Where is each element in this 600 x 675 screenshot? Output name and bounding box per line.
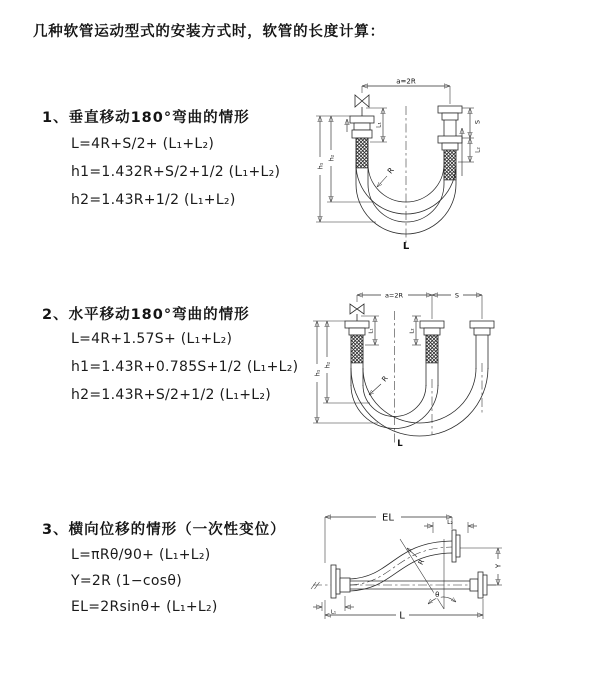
- section-1-formula-h2: h2=1.43R+1/2 (L₁+L₂): [71, 192, 236, 208]
- section-3-formula-el: EL=2Rsinθ+ (L₁+L₂): [71, 599, 218, 615]
- d3-dim-label-el: EL: [382, 512, 394, 524]
- braided-hose-left: [356, 138, 368, 168]
- d1-dim-label-l2: L₂: [474, 147, 482, 153]
- braided-hose-right: [444, 150, 456, 180]
- d2-radius-label: R: [380, 374, 390, 384]
- section-3-formula-y: Y=2R (1−cosθ): [71, 573, 182, 589]
- d1-dim-label-h1: h₁: [316, 162, 325, 170]
- d3-dim-label-l1: L₁: [330, 609, 337, 616]
- section-2-formula-l: L=4R+1.57S+ (L₁+L₂): [71, 331, 233, 347]
- d2-length-label: L: [397, 439, 403, 449]
- d3-drawing: [311, 511, 503, 622]
- diagram-vertical-180-bend: [312, 72, 582, 254]
- section-1-formula-l: L=4R+S/2+ (L₁+L₂): [71, 136, 215, 152]
- section-2-heading: 2、水平移动180°弯曲的情形: [42, 307, 250, 323]
- section-1-formula-h1: h1=1.432R+S/2+1/2 (L₁+L₂): [71, 164, 281, 180]
- d2-dim-label-a2r: a=2R: [384, 291, 404, 300]
- section-2-formula-h2: h2=1.43R+S/2+1/2 (L₁+L₂): [71, 387, 272, 403]
- diagram-horizontal-180-bend: [308, 283, 593, 455]
- section-1-heading: 1、垂直移动180°弯曲的情形: [42, 110, 250, 126]
- d2-dim-label-l2: L₂: [409, 328, 416, 334]
- d1-radius-label: R: [385, 165, 396, 176]
- d3-radius-label: R: [416, 558, 427, 567]
- d2-drawing: [313, 291, 494, 450]
- section-3-formula-l: L=πRθ/90+ (L₁+L₂): [71, 547, 211, 563]
- d3-length-label: L: [399, 610, 405, 622]
- d1-dim-label-l1: L₁: [375, 122, 383, 128]
- d2-dim-label-l1: L₁: [368, 328, 375, 334]
- d2-dim-label-s: S: [454, 291, 460, 300]
- diagram-lateral-displacement: [300, 505, 600, 637]
- d1-drawing: [316, 78, 482, 253]
- d3-angle-label: θ: [435, 591, 440, 599]
- page-title: 几种软管运动型式的安装方式时，软管的长度计算：: [33, 24, 385, 40]
- braided-hose-left: [351, 335, 363, 363]
- section-2-formula-h1: h1=1.43R+0.785S+1/2 (L₁+L₂): [71, 359, 299, 375]
- braided-hose-middle: [426, 335, 438, 363]
- valve-icon: [355, 95, 369, 116]
- d3-dim-label-l2: L₂: [447, 519, 453, 526]
- d1-dim-label-h2: h₂: [327, 154, 336, 162]
- d1-dim-label-a2r: a=2R: [396, 77, 416, 86]
- section-3-heading: 3、横向位移的情形（一次性变位）: [42, 522, 286, 538]
- d1-dim-label-s: S: [473, 119, 482, 125]
- valve-icon: [350, 304, 364, 321]
- d2-dim-label-h2: h₂: [323, 361, 332, 369]
- d1-length-label: L: [402, 241, 410, 252]
- d3-dim-label-y: Y: [494, 563, 503, 569]
- d2-dim-label-h1: h₁: [313, 369, 322, 377]
